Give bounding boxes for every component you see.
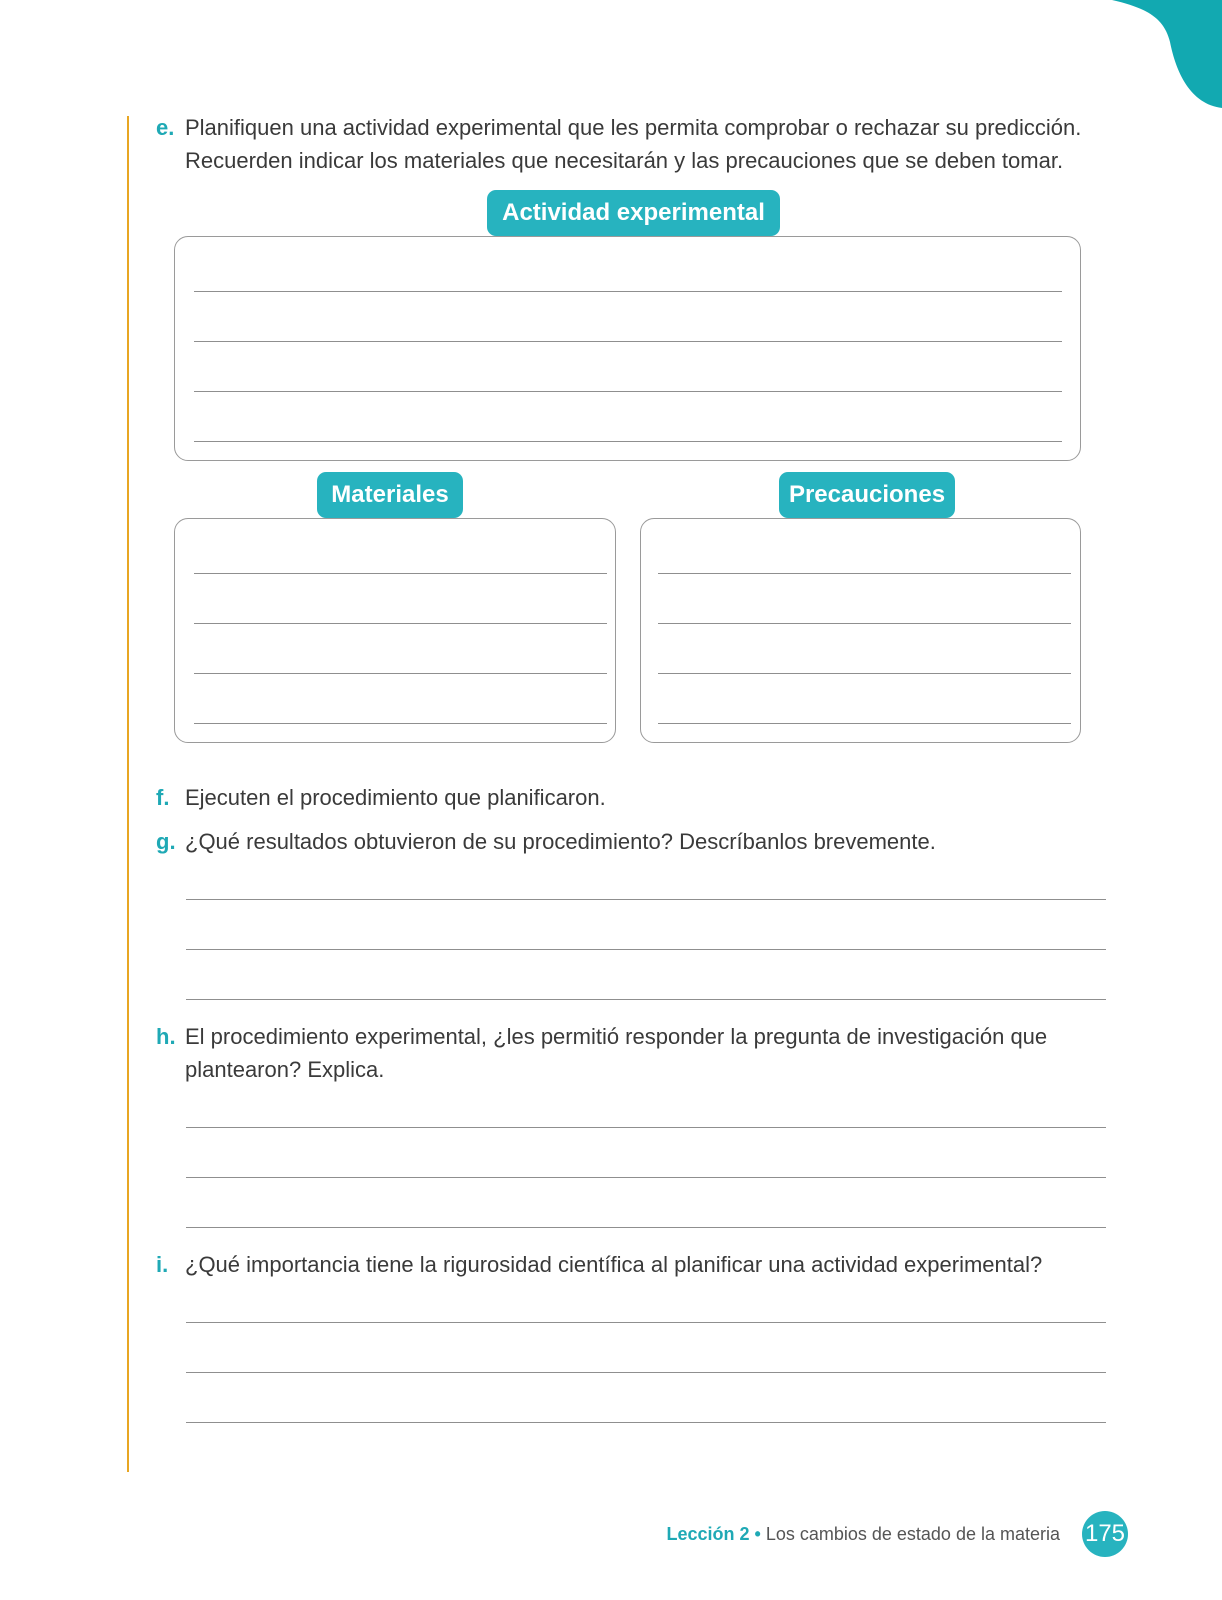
section-label-actividad: Actividad experimental <box>487 190 780 236</box>
writing-line <box>658 623 1071 624</box>
question-e <box>156 111 1081 177</box>
answer-box-precauciones[interactable] <box>640 518 1081 743</box>
writing-line <box>194 441 1062 442</box>
writing-line <box>194 341 1062 342</box>
writing-line <box>186 1322 1106 1323</box>
footer-separator: • <box>754 1524 761 1544</box>
writing-line <box>658 723 1071 724</box>
question-letter: h. <box>156 1024 176 1049</box>
writing-line <box>186 1372 1106 1373</box>
writing-line <box>658 673 1071 674</box>
page-footer <box>666 1519 1060 1549</box>
question-letter: g. <box>156 829 176 854</box>
writing-line <box>186 1177 1106 1178</box>
question-text: ¿Qué resultados obtuvieron de su procedimiento? Descríbanlos brevemente. <box>185 829 936 854</box>
writing-line <box>194 623 607 624</box>
page-number: 175 <box>1082 1511 1128 1557</box>
section-label-materiales: Materiales <box>317 472 463 518</box>
margin-rule <box>127 116 129 1472</box>
lesson-topic: Los cambios de estado de la materia <box>765 1524 1060 1544</box>
lesson-label: Lección 2 <box>666 1524 750 1544</box>
writing-line <box>194 391 1062 392</box>
answer-box-materiales[interactable] <box>174 518 616 743</box>
question-text: ¿Qué importancia tiene la rigurosidad científica al planificar una actividad experimental? <box>185 1252 1043 1277</box>
writing-line <box>186 999 1106 1000</box>
question-text: Planifiquen una actividad experimental que les permita comprobar o rechazar su predicción. <box>185 115 1082 140</box>
question-letter: i. <box>156 1252 169 1277</box>
writing-line <box>194 573 607 574</box>
question-text: plantearon? Explica. <box>185 1057 385 1082</box>
question-letter: e. <box>156 115 175 140</box>
question-h <box>156 1020 1047 1086</box>
writing-line <box>194 673 607 674</box>
writing-line <box>194 291 1062 292</box>
writing-line <box>186 949 1106 950</box>
question-text: Recuerden indicar los materiales que necesitarán y las precauciones que se deben tomar. <box>185 148 1064 173</box>
writing-line <box>186 899 1106 900</box>
section-label-precauciones: Precauciones <box>779 472 955 518</box>
writing-line <box>186 1422 1106 1423</box>
writing-line <box>186 1227 1106 1228</box>
question-i <box>156 1248 1042 1281</box>
question-letter: f. <box>156 785 170 810</box>
question-text: Ejecuten el procedimiento que planificaron. <box>185 785 606 810</box>
writing-line <box>186 1127 1106 1128</box>
writing-line <box>658 573 1071 574</box>
writing-line <box>194 723 607 724</box>
question-f <box>156 781 606 814</box>
corner-decoration <box>1112 0 1222 112</box>
question-g <box>156 825 936 858</box>
answer-box-actividad[interactable] <box>174 236 1081 461</box>
question-text: El procedimiento experimental, ¿les permitió responder la pregunta de investigación que <box>185 1024 1048 1049</box>
